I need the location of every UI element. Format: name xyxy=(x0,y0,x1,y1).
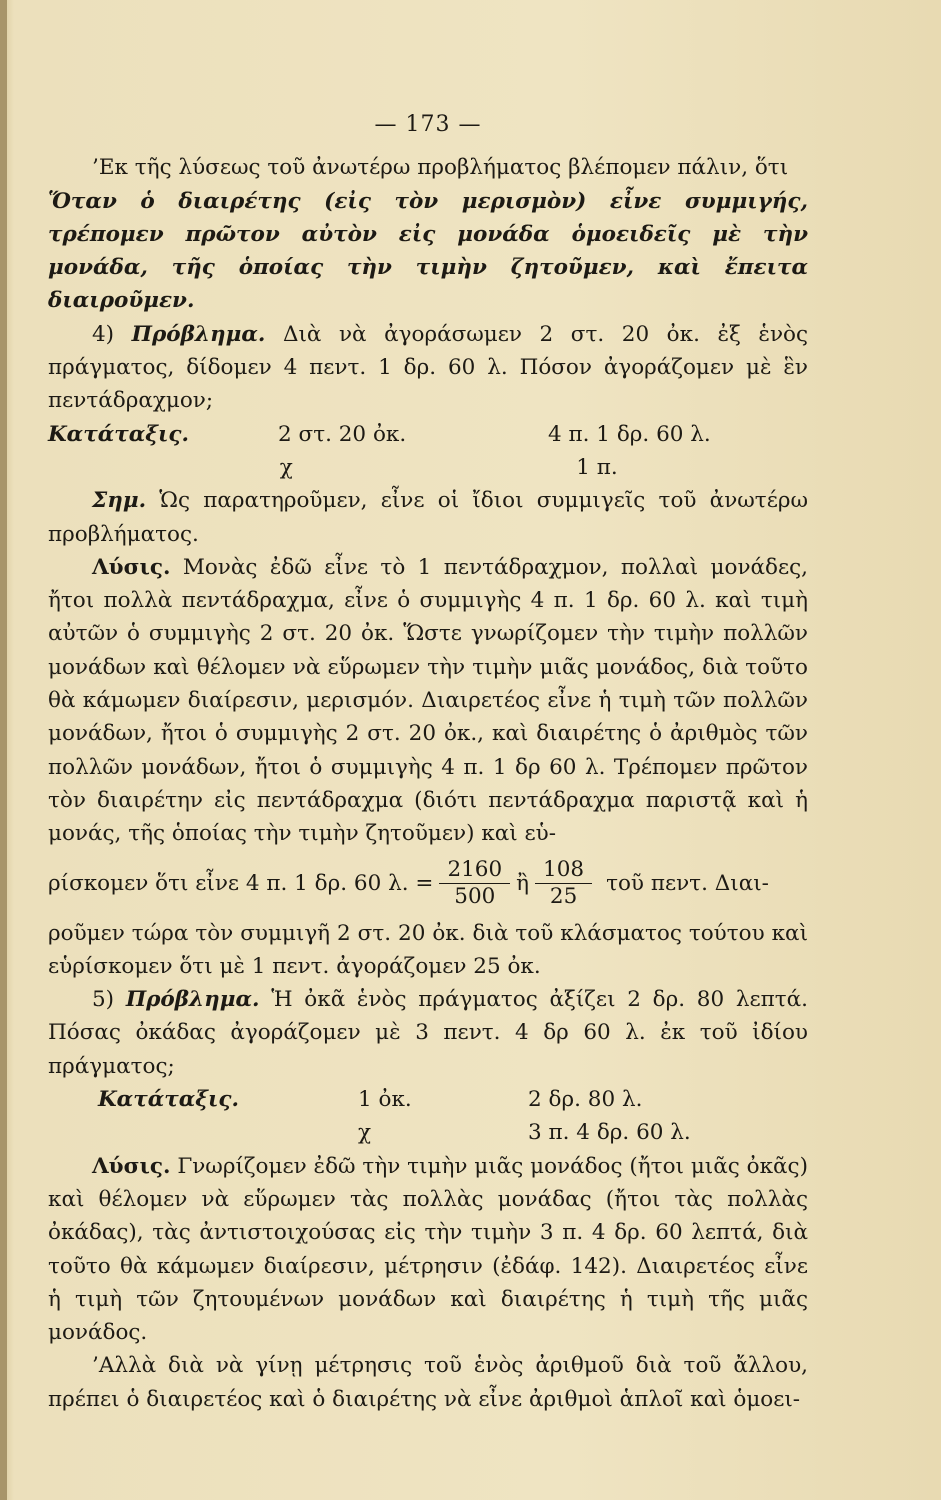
problem-4-setup-b1: 4 π. 1 δρ. 60 λ. xyxy=(548,421,711,447)
formula-mid: ἢ xyxy=(516,870,530,896)
problem-5-solution-text: Γνωρίζομεν ἐδῶ τὴν τιμὴν μιᾶς μονάδος (ἤτοι μιᾶς ὀκᾶς) καὶ θέλομεν νὰ εὕρωμεν τὰς πολλὰς μονάδας (ἤτοι τὰς πολλὰς ὀκάδας), τὰς ἀντιστοιχούσας εἰς τὴν τιμὴν 3 π. 4 δρ. 60 λεπτά, διὰ τοῦτο θὰ κάμωμεν διαίρεσιν, μέτρησιν (ἐδάφ. 142). Διαιρετέος εἶνε ἡ τιμὴ τῶν ζητουμένων μονάδων καὶ διαιρέτης ἡ τιμὴ τῆς μιᾶς μονάδος. xyxy=(48,1153,808,1346)
problem-5-setup-b1: 2 δρ. 80 λ. xyxy=(528,1087,643,1113)
problem-4-number: 4) xyxy=(92,321,115,347)
problem-4-setup-b2: 1 π. xyxy=(576,454,618,480)
fraction-2160-500 xyxy=(439,857,510,910)
problem-5-solution xyxy=(48,1150,808,1350)
problem-5-solution-label: Λύσις. xyxy=(92,1153,171,1179)
fraction-1-denominator: 500 xyxy=(454,884,496,910)
formula-prefix: ρίσκομεν ὅτι εἶνε 4 π. 1 δρ. 60 λ. = xyxy=(48,870,434,896)
fraction-2-numerator: 108 xyxy=(535,857,592,884)
page-content xyxy=(48,108,808,1416)
problem-4-text: Διὰ νὰ ἀγοράσωμεν 2 στ. 20 ὀκ. ἐξ ἑνὸς πράγματος, δίδομεν 4 πεντ. 1 δρ. 60 λ. Πόσον ἀγοράζομεν μὲ ἓν πεντάδραχμον; xyxy=(48,321,809,414)
problem-5-text: Ἡ ὀκᾶ ἑνὸς πράγματος ἀξίζει 2 δρ. 80 λεπτά. Πόσας ὀκάδας ἀγοράζομεν μὲ 3 πεντ. 4 δρ 60 λ. ἐκ τοῦ ἰδίου πράγματος; xyxy=(48,987,808,1079)
intro-line: ’Εκ τῆς λύσεως τοῦ ἀνωτέρω προβλήματος βλέπομεν πάλιν, ὅτι xyxy=(92,155,789,181)
problem-4-note-label: Σημ. xyxy=(92,488,147,514)
problem-4-solution-end: ροῦμεν τώρα τὸν συμμιγῆ 2 στ. 20 ὀκ. διὰ τοῦ κλάσματος τούτου καὶ εὑρίσκομεν ὅτι μὲ 1 πεντ. ἀγοράζομεν 25 ὀκ. xyxy=(48,920,808,979)
problem-4-setup-row-2 xyxy=(48,451,808,484)
problem-5-setup-a1: 1 ὀκ. xyxy=(358,1087,412,1113)
problem-4-note xyxy=(48,484,808,551)
problem-4 xyxy=(48,318,808,418)
problem-5-setup-b2: 3 π. 4 δρ. 60 λ. xyxy=(528,1120,691,1146)
problem-5-setup-row-1 xyxy=(48,1083,808,1116)
fraction-1-numerator: 2160 xyxy=(439,857,510,884)
problem-4-formula xyxy=(48,851,808,917)
problem-5 xyxy=(48,983,808,1083)
problem-4-solution-label: Λύσις. xyxy=(92,554,171,580)
problem-5-number: 5) xyxy=(92,987,115,1013)
problem-5-setup-label: Κατάταξις. xyxy=(98,1087,239,1113)
page-number: — 173 — xyxy=(374,112,482,137)
problem-4-setup-a1: 2 στ. 20 ὀκ. xyxy=(278,421,407,447)
problem-4-solution-text: Μονὰς ἐδῶ εἶνε τὸ 1 πεντάδραχμον, πολλαὶ μονάδες, ἤτοι πολλὰ πεντάδραχμα, εἶνε ὁ συμμιγὴς 4 π. 1 δρ. 60 λ. καὶ τιμὴ αὐτῶν ὁ συμμιγὴς 2 στ. 20 ὀκ. Ὥστε γνωρίζομεν τὴν τιμὴν πολλῶν μονάδων καὶ θέλομεν νὰ εὕρωμεν τὴν τιμὴν μιᾶς μονάδος, διὰ τοῦτο θὰ κάμωμεν διαίρεσιν, μερισμόν. Διαιρετέος εἶνε ἡ τιμὴ τῶν πολλῶν μονάδων, ἤτοι ὁ συμμιγὴς 2 στ. 20 ὀκ., καὶ διαιρέτης ὁ ἀριθμὸς τῶν πολλῶν μονάδων, ἤτοι ὁ συμμιγὴς 4 π. 1 δρ 60 λ. Τρέπομεν πρῶτον τὸν διαιρέτην εἰς πεντάδραχμα (διότι πεντάδραχμα παριστᾷ καὶ ἡ μονάς, τῆς ὁποίας τὴν τιμὴν ζητοῦμεν) καὶ εὑ- xyxy=(48,554,808,847)
problem-5-setup-row-2 xyxy=(48,1116,808,1149)
problem-4-note-text: Ὡς παρατηροῦμεν, εἶνε οἱ ἴδιοι συμμιγεῖς τοῦ ἀνωτέρω προβλήματος. xyxy=(48,488,809,547)
formula-suffix: τοῦ πεντ. Διαι- xyxy=(606,870,769,896)
problem-4-heading: Πρόβλημα. xyxy=(131,321,266,347)
problem-4-setup-label: Κατάταξις. xyxy=(48,421,189,447)
closing-paragraph: ’Αλλὰ διὰ νὰ γίνῃ μέτρησις τοῦ ἑνὸς ἀριθμοῦ διὰ τοῦ ἄλλου, πρέπει ὁ διαιρετέος καὶ ὁ διαιρέτης νὰ εἶνε ἀριθμοὶ ἁπλοῖ καὶ ὁμοει- xyxy=(48,1353,808,1412)
rule-statement: Ὅταν ὁ διαιρέτης (εἰς τὸν μερισμὸν) εἶνε συμμιγής, τρέπομεν πρῶτον αὐτὸν εἰς μονάδα ὁμοειδεῖς μὲ τὴν μονάδα, τῆς ὁποίας τὴν τιμὴν ζητοῦμεν, καὶ ἔπειτα διαιροῦμεν. xyxy=(48,188,808,314)
fraction-2-denominator: 25 xyxy=(549,884,578,910)
problem-4-setup-a2: χ xyxy=(279,454,293,480)
problem-4-solution xyxy=(48,551,808,851)
problem-5-heading: Πρόβλημα. xyxy=(125,987,260,1013)
problem-5-setup-a2: χ xyxy=(358,1120,372,1146)
problem-4-setup-row-1 xyxy=(48,418,808,451)
fraction-108-25 xyxy=(535,857,592,910)
